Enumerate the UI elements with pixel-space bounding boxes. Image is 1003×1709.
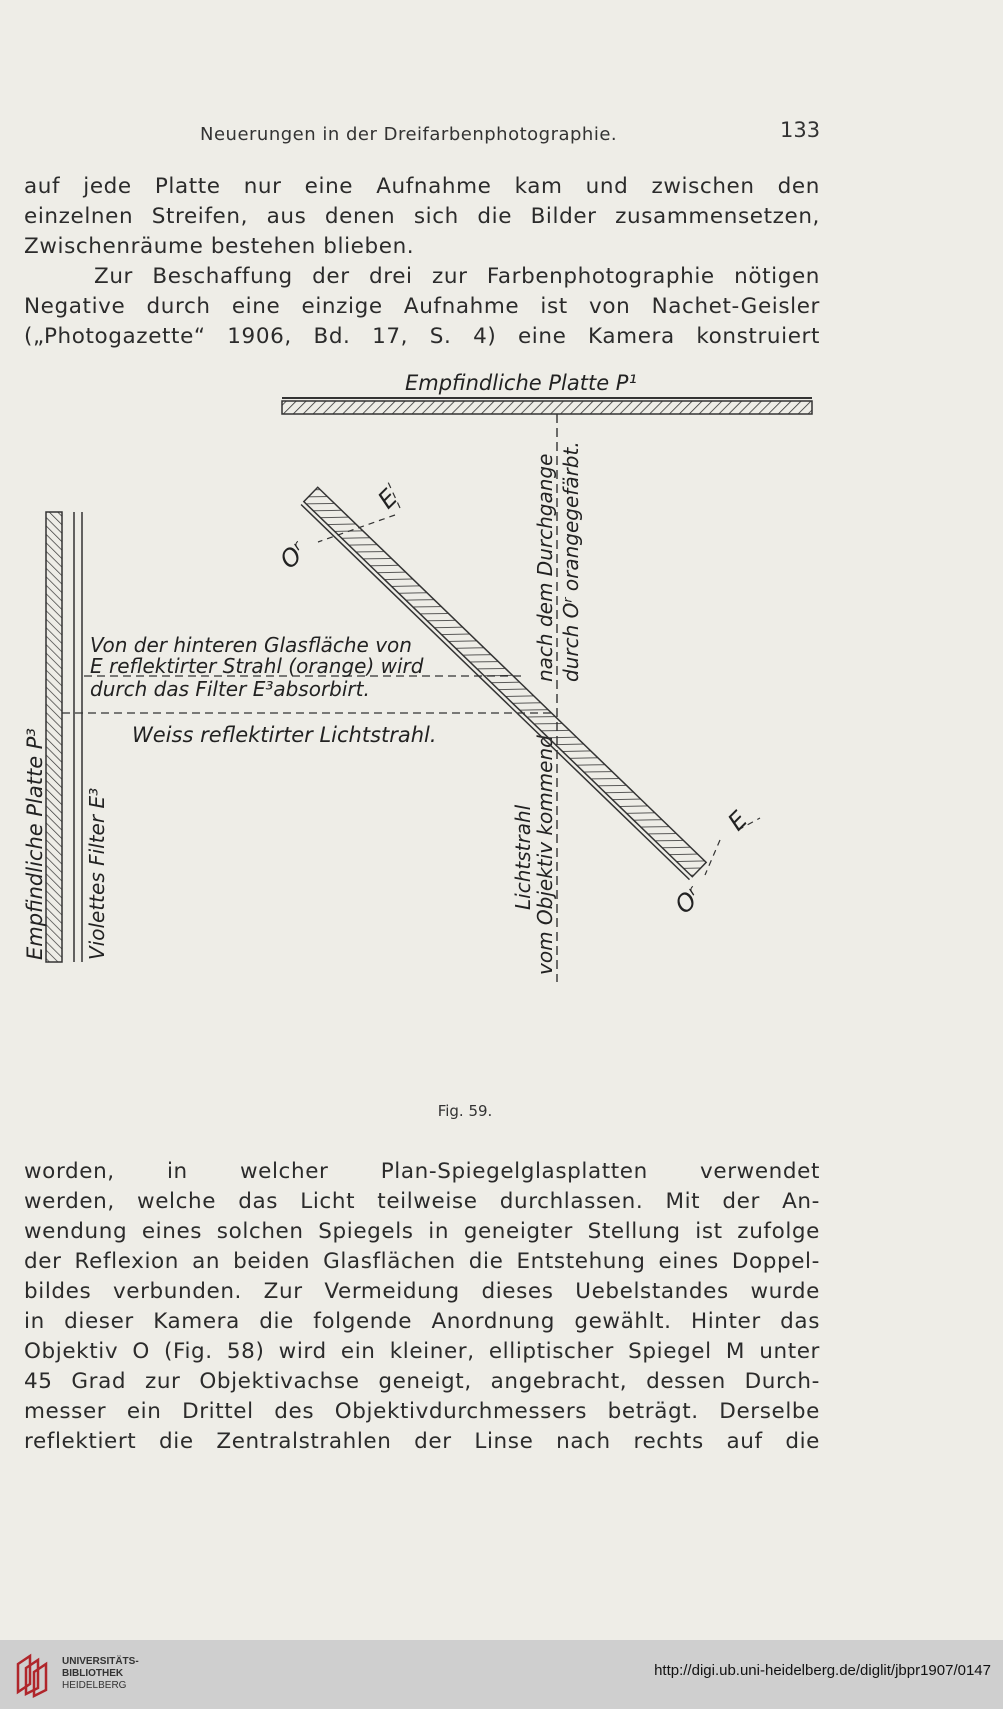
plate-p3 — [46, 512, 62, 962]
label-white-ray: Weiss reflektirter Lichtstrahl. — [132, 723, 437, 747]
plate-p1 — [282, 398, 812, 414]
label-ray-passing-2: durch Oʳ orangegefärbt. — [559, 441, 583, 682]
figure-caption: Fig. 59. — [437, 1102, 493, 1120]
library-line-1: UNIVERSITÄTS- — [62, 1656, 139, 1667]
text-line: werden, welche das Licht teilweise durchlassen. Mit der An- — [24, 1189, 820, 1214]
library-line-2: BIBLIOTHEK — [62, 1668, 124, 1679]
text-line: („Photogazette“ 1906, Bd. 17, S. 4) eine Kamera konstruiert — [24, 324, 820, 349]
mirror-axis-bottom — [705, 840, 720, 875]
text-line: Objektiv O (Fig. 58) wird ein kleiner, elliptischer Spiegel M unter — [24, 1339, 820, 1364]
page-number: 133 — [780, 118, 821, 142]
library-logo-icon — [10, 1652, 56, 1698]
label-plate-p1: Empfindliche Platte P¹ — [405, 371, 637, 395]
text-line: messer ein Drittel des Objektivdurchmessers beträgt. Derselbe — [24, 1399, 820, 1424]
footer-bar — [0, 1640, 1003, 1709]
text-line: Zwischenräume bestehen blieben. — [24, 234, 415, 259]
label-ray-passing-1: nach dem Durchgange — [533, 453, 557, 682]
figure-59-diagram — [0, 370, 1003, 1070]
label-mirror-o-top: Oʳ — [274, 536, 312, 575]
label-filter-e3: Violettes Filter E³ — [85, 787, 109, 960]
text-line: einzelnen Streifen, aus denen sich die Bilder zusammensetzen, — [24, 204, 820, 229]
label-ray-incoming-2: vom Objektiv kommend — [533, 735, 557, 975]
text-line: worden, in welcher Plan-Spiegelglasplatten verwendet — [24, 1159, 820, 1184]
label-back-reflection-3: durch das Filter E³absorbirt. — [90, 677, 370, 701]
text-line: reflektiert die Zentralstrahlen der Linse nach rechts auf die — [24, 1429, 820, 1454]
label-mirror-o-bottom: Oʳ — [669, 881, 707, 920]
text-line: in dieser Kamera die folgende Anordnung gewählt. Hinter das — [24, 1309, 820, 1334]
text-line: Zur Beschaffung der drei zur Farbenphotographie nötigen — [94, 264, 820, 289]
label-mirror-e-bottom: E — [722, 805, 753, 837]
filter-e3 — [74, 512, 82, 962]
text-line: bildes verbunden. Zur Vermeidung dieses Uebelstandes wurde — [24, 1279, 820, 1304]
source-url-link[interactable]: http://digi.ub.uni-heidelberg.de/diglit/jbpr1907/0147 — [654, 1662, 991, 1679]
label-back-reflection-2: E reflektirter Strahl (orange) wird — [90, 654, 424, 678]
running-title: Neuerungen in der Dreifarbenphotographie. — [200, 124, 618, 145]
label-mirror-e-top: E — [372, 483, 403, 515]
text-line: 45 Grad zur Objektivachse geneigt, angebracht, dessen Durch- — [24, 1369, 820, 1394]
label-back-reflection-1: Von der hinteren Glasfläche von — [90, 633, 412, 657]
text-line: Negative durch eine einzige Aufnahme ist von Nachet-Geisler — [24, 294, 820, 319]
text-line: der Reflexion an beiden Glasflächen die Entstehung eines Doppel- — [24, 1249, 820, 1274]
text-line: auf jede Platte nur eine Aufnahme kam und zwischen den — [24, 174, 820, 199]
library-line-3: HEIDELBERG — [62, 1680, 127, 1691]
text-line: wendung eines solchen Spiegels in geneigter Stellung ist zufolge — [24, 1219, 820, 1244]
top-paragraph — [24, 172, 820, 352]
bottom-paragraph — [24, 1157, 820, 1457]
label-plate-p3: Empfindliche Platte P³ — [23, 728, 47, 960]
label-ray-incoming-1: Lichtstrahl — [511, 804, 535, 910]
library-name — [62, 1656, 139, 1692]
